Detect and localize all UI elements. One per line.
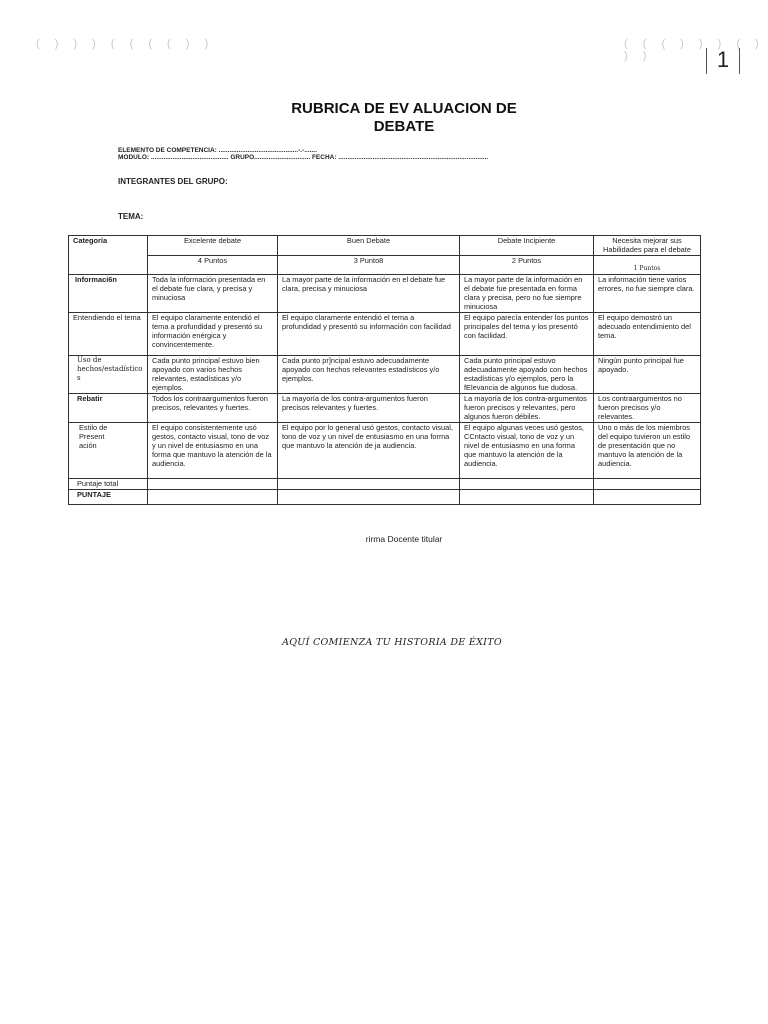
cell: El equipo consistentemente usó gestos, contacto visual, tono de voz y un nivel de entusiasmo en una forma que mantuvo la atención de la audiencia. [148, 423, 278, 479]
table-header-row [69, 236, 701, 256]
cell: El equipo algunas veces usó gestos, CCntacto visual, tono de voz y un nivel de entusiasmo en una forma que mantuvo la atención de la audiencia. [460, 423, 594, 479]
cell: El equipo por lo general usó gestos, contacto visual, tono de voz y un nivel de entusiasmo en una forma que mantuvo la atención de ja audiencia. [278, 423, 460, 479]
page-number: 1 [706, 48, 740, 74]
cell: Uno o más de los miembros del equipo tuvieron un estilo de presentación que no mantuvo la atención de la audiencia. [594, 423, 701, 479]
total-cell [594, 479, 701, 490]
puntaje-cell [594, 490, 701, 505]
rubric-table [68, 235, 701, 505]
cell: Todos los contraargumentos fueron precisos, relevantes y fuertes. [148, 394, 278, 423]
header-col-3: Debate Incipiente [460, 236, 594, 256]
header-categoria: Categoría [69, 236, 148, 275]
total-cell [460, 479, 594, 490]
cell: El equipo claramente entendió el tema a profundidad y presentó su información con facilidad [278, 313, 460, 356]
puntaje-cell [460, 490, 594, 505]
cell: El equipo demostró un adecuado entendimiento del tema. [594, 313, 701, 356]
modulo-grupo-fecha-field: MODULO: ........................................... GRUPO............................... FECHA: ................................................................................... [118, 154, 489, 161]
cell: Cada punto principal estuvo bien apoyado con varios hechos relevantes, estadísticas y/o ejemplos. [148, 356, 278, 394]
puntaje-label: PUNTAJE [69, 490, 148, 505]
cell: La mayoría de los contra-argumentos fueron precisos y relevantes, pero algunos fueron débiles. [460, 394, 594, 423]
points-col-2: 3 Punto8 [278, 256, 460, 275]
title-line-2: DEBATE [373, 118, 435, 135]
title-line-1: RUBRICA DE EV ALUACION DE [291, 100, 517, 117]
header-col-4: Necesita mejorar sus Habilidades para el debate [594, 236, 701, 256]
cell: La mayor parte de la información en el debate fue clara, precisa y minuciosa [278, 275, 460, 313]
criterion-entendiendo: Entendiendo el tema [69, 313, 148, 356]
criterion-estilo-label: Estilo de Present ación [79, 423, 108, 450]
cell: La mayoría de los contra-argumentos fueron precisos relevantes y fuertes. [278, 394, 460, 423]
table-row [69, 423, 701, 479]
puntaje-cell [148, 490, 278, 505]
criterion-estilo [69, 423, 148, 479]
cell: Cada punto pr]ncipal estuvo adecuadamente apoyado con hechos relevantes estadísticos y/o ejemplos. [278, 356, 460, 394]
cell: El equipo claramente entendió el tema a profundidad y presentó su información enérgica y convincentemente. [148, 313, 278, 356]
document-title [0, 100, 768, 136]
cell: Ningún punto principal fue apoyado. [594, 356, 701, 394]
elemento-competencia-field: ELEMENTO DE COMPETENCIA: ............................................-.-....... [118, 147, 317, 154]
header-col-2: Buen Debate [278, 236, 460, 256]
total-label: Puntaje total [69, 479, 148, 490]
total-row [69, 479, 701, 490]
header-col-1: Excelente debate [148, 236, 278, 256]
points-row [69, 256, 701, 275]
criterion-informacion: Informaci6n [69, 275, 148, 313]
puntaje-row [69, 490, 701, 505]
slogan: AQUÍ COMIENZA TU HISTORIA DE ÉXITO [282, 637, 502, 648]
total-cell [148, 479, 278, 490]
cell: Toda la información presentada en el debate fue clara, y precisa y minuciosa [148, 275, 278, 313]
criterion-uso-hechos: Uso de hechos/estadísticos [69, 356, 148, 394]
integrantes-label: INTEGRANTES DEL GRUPO: [118, 177, 228, 186]
cell: El equipo parecía entender los puntos principales del tema y los presentó con facilidad. [460, 313, 594, 356]
cell: La información tiene varios errores, no fue siempre clara. [594, 275, 701, 313]
table-row [69, 275, 701, 313]
cell: La mayor parte de la información en el debate fue presentada en forma clara y precisa, pero no fue siempre minuciosa [460, 275, 594, 313]
table-row [69, 313, 701, 356]
puntaje-cell [278, 490, 460, 505]
firma-docente: rirma Docente titular [365, 534, 443, 544]
criterion-rebatir: Rebatir [69, 394, 148, 423]
header-dots-left: ( ) ) ) ( ( ( ( ) ) [36, 38, 215, 50]
header-dots-right: ( ( ( ) ) ) ( ) ) ) [624, 38, 765, 62]
table-row [69, 356, 701, 394]
points-col-1: 4 Puntos [148, 256, 278, 275]
points-col-3: 2 Puntos [460, 256, 594, 275]
table-row [69, 394, 701, 423]
tema-label: TEMA: [118, 212, 144, 221]
cell: Cada punto principal estuvo adecuadamente apoyado con hechos estadísticas y/o ejemplos, pero la fElevancia de algunos fue dudosa. [460, 356, 594, 394]
total-cell [278, 479, 460, 490]
points-col-4: 1 Puntos [594, 256, 701, 275]
cell: Los contraargumentos no fueron precisos y/o relevantes. [594, 394, 701, 423]
